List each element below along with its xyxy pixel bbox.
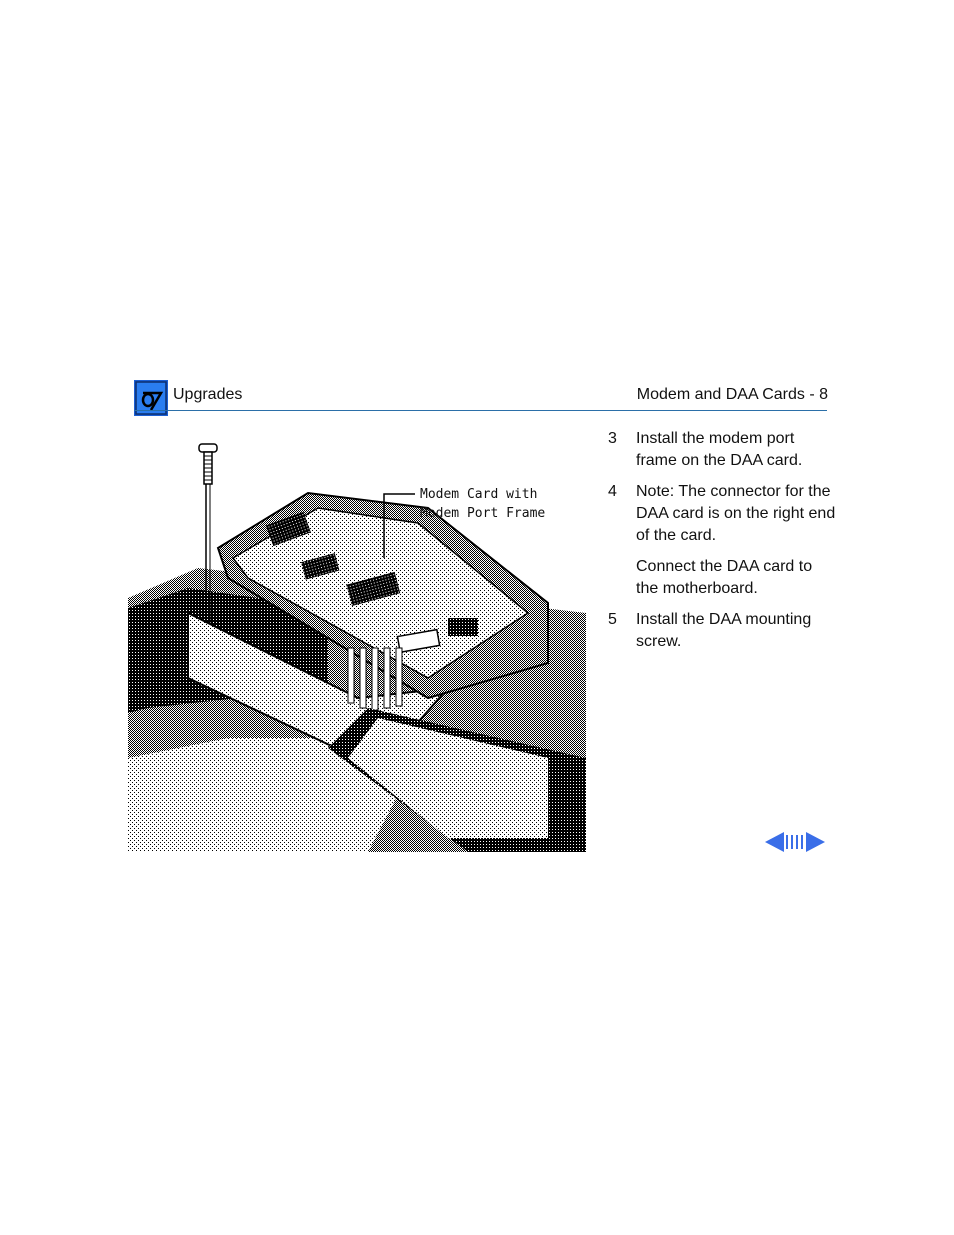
step-number: 3	[608, 430, 617, 447]
right-arrow-icon[interactable]	[806, 830, 826, 854]
left-arrow-icon[interactable]	[764, 830, 784, 854]
instruction-steps	[608, 428, 838, 662]
figure-callout	[420, 485, 545, 523]
page-navigation	[764, 830, 826, 854]
callout-line-2: Modem Port Frame	[420, 506, 546, 521]
header-divider	[134, 410, 827, 411]
step-text: Install the DAA mounting screw.	[636, 611, 812, 650]
step-number: 5	[608, 611, 617, 628]
step-3	[608, 428, 838, 472]
step-number: 4	[608, 483, 617, 500]
page-index-icon[interactable]	[784, 830, 806, 854]
step-4	[608, 481, 838, 600]
callout-line-1: Modem Card with	[420, 487, 538, 502]
step-text: Note: The connector for the DAA card is on the right end of the card.	[636, 483, 836, 544]
section-title: Upgrades	[173, 386, 243, 403]
step-text: Install the modem port frame on the DAA card.	[636, 430, 803, 469]
page-title: Modem and DAA Cards - 8	[636, 386, 828, 403]
step-5	[608, 609, 838, 653]
step-text: Connect the DAA card to the motherboard.	[636, 558, 813, 597]
